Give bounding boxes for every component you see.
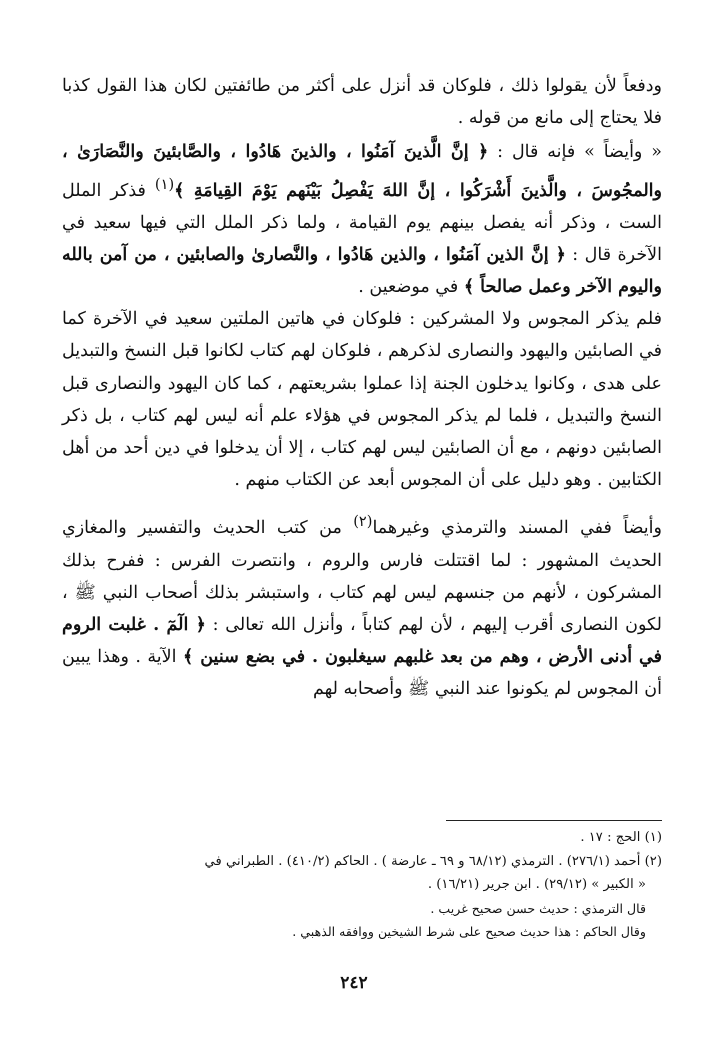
quran-verse-baqara: ﴿ إنَّ الذين آمَنُوا ، والذين هَادُوا ، والنَّصارىٰ والصابئين ، من آمن بالله واليوم الآخر وعمل صالحاً ﴾ — [62, 244, 662, 298]
paragraph-2-end: في موضعين . — [358, 277, 464, 298]
footnote-2-line-1: (٢) أحمد (٢٧٦/١) . الترمذي (٦٨/١٢ و ٦٩ ـ عارضة ) . الحاكم (٤١٠/٢) . الطبراني في — [204, 853, 662, 869]
footnote-separator — [446, 820, 662, 821]
page-number: ٢٤٢ — [340, 973, 368, 993]
footnote-2-line-3: قال الترمذي : حديث حسن صحيح غريب . — [430, 900, 646, 916]
paragraph-2 — [62, 136, 662, 303]
footnote-2-line-2: « الكبير » (٢٩/١٢) . ابن جرير (١٦/٢١) . — [427, 877, 646, 892]
paragraph-3 — [62, 303, 662, 496]
paragraph-2-intro: « وأيضاً » فإنه قال : — [488, 142, 662, 163]
footnote-1: (١) الحج : ١٧ . — [580, 830, 662, 845]
footnote-2-line-4: وقال الحاكم : هذا حديث صحيح على شرط الشيخين ووافقه الذهبي . — [292, 924, 646, 939]
footnote-ref-2: (٢) — [353, 513, 373, 531]
paragraph-1-text: ودفعاً لأن يقولوا ذلك ، فلوكان قد أنزل على أكثر من طائفتين لكان هذا القول كذبا فلا يحتاج إلى مانع من قوله . — [62, 76, 662, 129]
paragraph-2-middle: فذكر الملل الست ، وذكر أنه يفصل بينهم يوم القيامة ، ولما ذكر الملل التي فيها سعيد في الآخرة قال : — [62, 180, 662, 265]
paragraph-4-end: الآية . وهذا يبين أن المجوس لم يكونوا عند النبي ﷺ وأصحابه لهم — [62, 647, 662, 700]
paragraph-4 — [62, 506, 662, 705]
quran-verse-rum: ﴿ الٓمٓ . غلبت الروم في أدنى الأرض ، وهم من بعد غلبهم سيغلبون . في بضع سنين ﴾ — [62, 614, 663, 668]
page-body — [62, 70, 662, 706]
footnote-ref-1: (١) — [154, 175, 175, 193]
quran-verse-hajj: ﴿ إنَّ الَّذينَ آمَنُوا ، والذينَ هَادُوا ، والصَّابئينَ والنَّصَارَىٰ ، والمجُوسَ ، والَّذينَ أَشْرَكُوا ، إنَّ اللهَ يَفْصِلُ بَيْنَهم يَوْمَ القِيامَةِ ﴾ — [62, 142, 662, 201]
paragraph-3-text: فلم يذكر المجوس ولا المشركين : فلوكان في هاتين الملتين سعيد في الآخرة كما في الصابئين واليهود والنصارى لذكرهم ، فلوكان لهم كتاب لكانوا قبل النسخ والتبديل على هدى ، وكانوا يدخلون الجنة إذا عملوا بشريعتهم ، كما كان اليهود والنصارى قبل النسخ والتبديل ، فلما لم يذكر المجوس في هؤلاء علم أنه ليس لهم كتاب ، بل ذكر الصابئين دونهم ، مع أن الصابئين ليس لهم كتاب ، إلا أن يدخلوا في دين أحد من أهل الكتابين . وهو دليل على أن المجوس أبعد عن الكتاب منهم . — [62, 309, 662, 491]
paragraph-1 — [62, 70, 662, 134]
paragraph-4-body: من كتب الحديث والتفسير والمغازي الحديث المشهور : لما اقتتلت فارس والروم ، وانتصرت الفرس : ففرح بذلك المشركون ، لأنهم من جنسهم ليس لهم كتاب ، واستبشر بذلك أصحاب النبي ﷺ ، لكون النصارى أقرب إليهم ، لأن لهم كتاباً ، وأنزل الله تعالى : — [62, 518, 662, 635]
paragraph-4-start: وأيضاً ففي المسند والترمذي وغيرهما — [372, 518, 662, 539]
footnotes — [62, 826, 662, 944]
